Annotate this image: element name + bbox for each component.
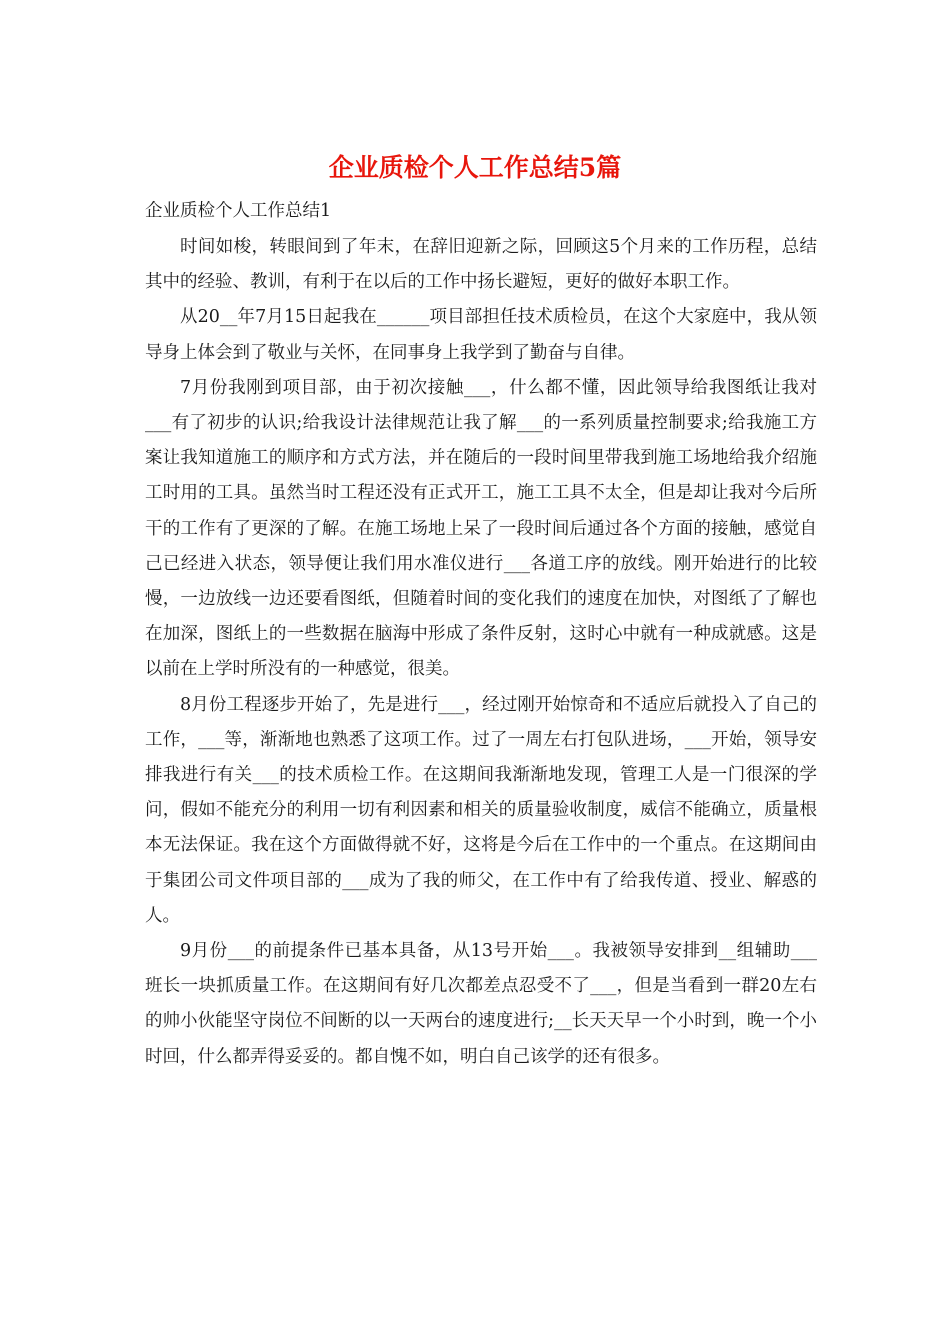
document-title: 企业质检个人工作总结5篇	[328, 153, 622, 182]
paragraph-1: 时间如梭，转眼间到了年末，在辞旧迎新之际，回顾这5个月来的工作历程，总结其中的经验、教训，有利于在以后的工作中扬长避短，更好的做好本职工作。	[145, 237, 817, 293]
paragraph-4: 8月份工程逐步开始了，先是进行___，经过刚开始惊奇和不适应后就投入了自己的工作，___等，渐渐地也熟悉了这项工作。过了一周左右打包队进场，___开始，领导安排我进行有关___的技术质检工作。在这期间我渐渐地发现，管理工人是一门很深的学问，假如不能充分的利用一切有利因素和相关的质量验收制度，威信不能确立，质量根本无法保证。我在这个方面做得就不好，这将是今后在工作中的一个重点。在这期间由于集团公司文件项目部的___成为了我的师父，在工作中有了给我传道、授业、解惑的人。	[145, 694, 817, 926]
document-body	[145, 198, 817, 1075]
paragraph-3: 7月份我刚到项目部，由于初次接触___，什么都不懂，因此领导给我图纸让我对___有了初步的认识;给我设计法律规范让我了解___的一系列质量控制要求;给我施工方案让我知道施工的顺序和方式方法，并在随后的一段时间里带我到施工场地给我介绍施工时用的工具。虽然当时工程还没有正式开工，施工工具不太全，但是却让我对今后所干的工作有了更深的了解。在施工场地上呆了一段时间后通过各个方面的接触，感觉自己已经进入状态，领导便让我们用水准仪进行___各道工序的放线。刚开始进行的比较慢，一边放线一边还要看图纸，但随着时间的变化我们的速度在加快，对图纸了了解也在加深，图纸上的一些数据在脑海中形成了条件反射，这时心中就有一种成就感。这是以前在上学时所没有的一种感觉，很美。	[145, 377, 817, 680]
paragraph-5: 9月份___的前提条件已基本具备，从13号开始___。我被领导安排到__组辅助___班长一块抓质量工作。在这期间有好几次都差点忍受不了___，但是当看到一群20左右的帅小伙能坚守岗位不间断的以一天两台的速度进行;__长天天早一个小时到，晚一个小时回，什么都弄得妥妥的。都自愧不如，明白自己该学的还有很多。	[145, 941, 817, 1067]
section-heading: 企业质检个人工作总结1	[145, 201, 332, 221]
paragraph-2: 从20__年7月15日起我在______项目部担任技术质检员，在这个大家庭中，我从领导身上体会到了敬业与关怀，在同事身上我学到了勤奋与自律。	[145, 307, 817, 363]
